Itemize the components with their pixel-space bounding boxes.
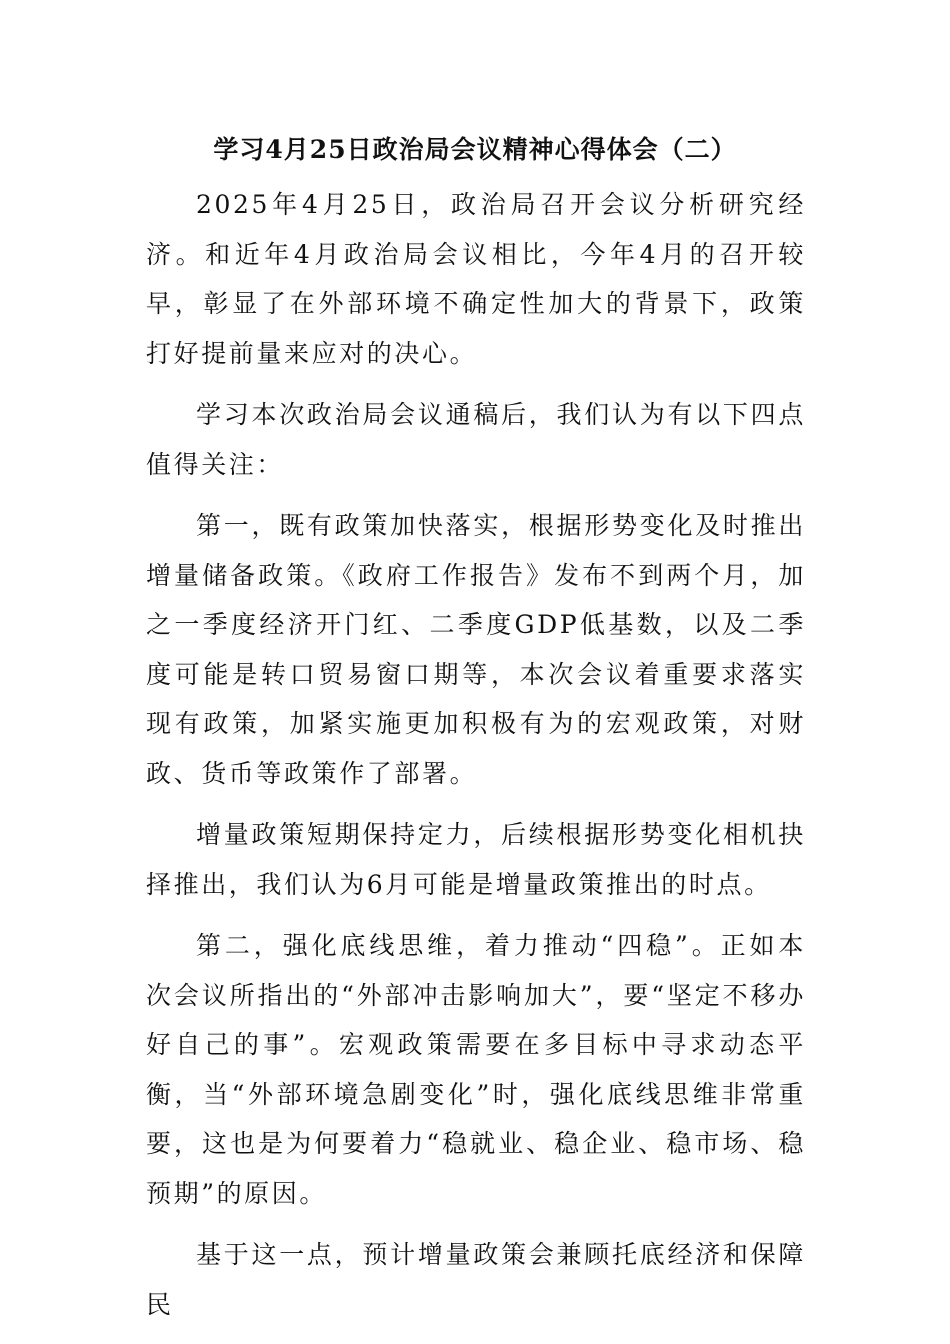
document-title: 学习4月25日政治局会议精神心得体会（二） xyxy=(213,135,737,164)
paragraph-3: 第一，既有政策加快落实，根据形势变化及时推出增量储备政策。《政府工作报告》发布不到两个月，加之一季度经济开门红、二季度GDP低基数，以及二季度可能是转口贸易窗口期等，本次会议着重要求落实现有政策，加紧实施更加积极有为的宏观政策，对财政、货币等政策作了部署。 xyxy=(146,511,806,788)
paragraph-2: 学习本次政治局会议通稿后，我们认为有以下四点值得关注： xyxy=(146,400,806,479)
paragraph-1: 2025年4月25日，政治局召开会议分析研究经济。和近年4月政治局会议相比，今年4月的召开较早，彰显了在外部环境不确定性加大的背景下，政策打好提前量来应对的决心。 xyxy=(146,190,806,368)
paragraph-5: 第二，强化底线思维，着力推动“四稳”。正如本次会议所指出的“外部冲击影响加大”，要“坚定不移办好自己的事”。宏观政策需要在多目标中寻求动态平衡，当“外部环境急剧变化”时，强化底线思维非常重要，这也是为何要着力“稳就业、稳企业、稳市场、稳预期”的原因。 xyxy=(146,931,806,1208)
paragraph-4: 增量政策短期保持定力，后续根据形势变化相机抉择推出，我们认为6月可能是增量政策推出的时点。 xyxy=(146,820,806,899)
paragraph-6: 基于这一点，预计增量政策会兼顾托底经济和保障民 xyxy=(146,1240,806,1319)
document-body xyxy=(146,180,806,1341)
